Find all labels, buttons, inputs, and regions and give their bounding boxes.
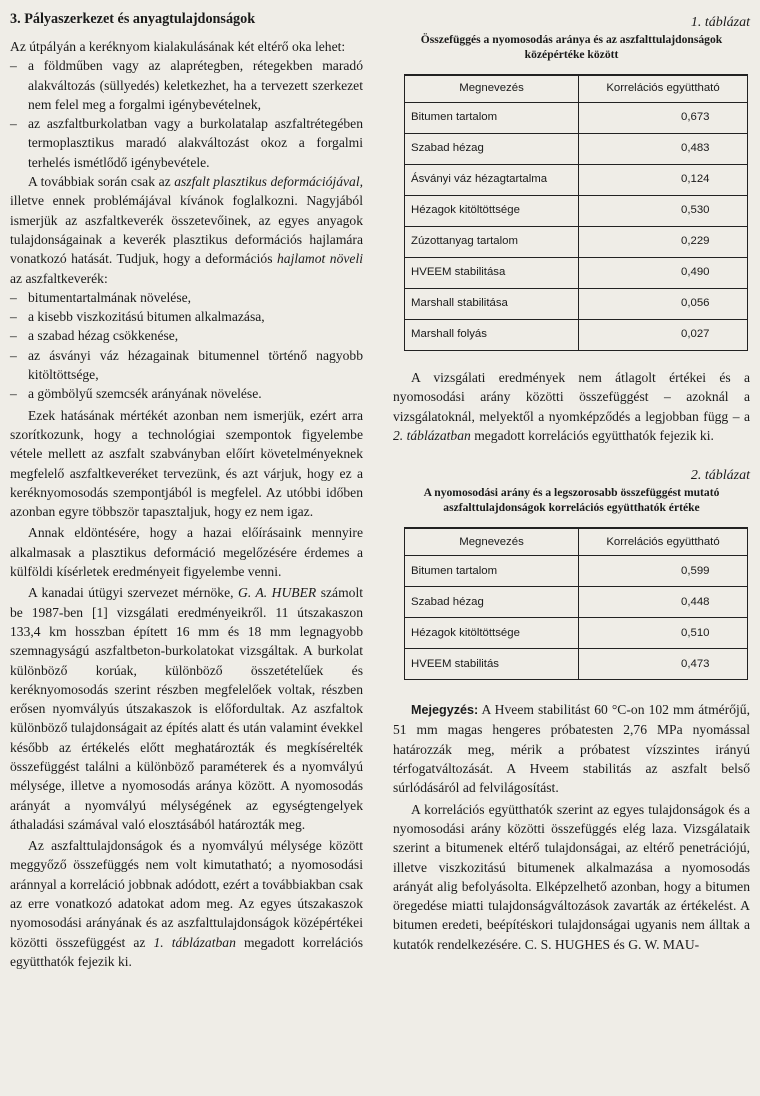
col-header-name: Megnevezés — [405, 528, 579, 556]
row-value: 0,673 — [579, 103, 748, 134]
table-row — [405, 165, 748, 196]
huber-paragraph: A kanadai útügyi szervezet mérnöke, G. A. HUBER számolt be 1987-ben [1] vizsgálati eredményeikről. 11 útszakaszon 133,4 km hosszban épített 16 mm és 18 mm legnagyobb szemnagyságú aszfaltbeton-burkolatokat vizsgáltak. A burkolat különböző korúak, különböző összetételűek és keréknyomosodás szerint részben megfelelőek voltak, részben erősen nyomvályús útszakaszok is előfordultak. Az aszfaltok különböző tulajdonságait az építés alatt és után valamint évekkel később az értékelés előtt meghatározták és megkísérelték összefüggést találni a különböző paraméterek és a nyomvályú mélysége, illetve a nyomosodás aránya között. A nyomosodás arányát a nyomvályú mélységének az egységtengelyek áthaladási számával való elosztásából határozták meg. — [10, 585, 364, 832]
row-name: Bitumen tartalom — [405, 103, 579, 134]
factor-item: – a kisebb viszkozitású bitumen alkalmazása, — [10, 307, 363, 326]
row-name: Bitumen tartalom — [405, 556, 579, 587]
row-value: 0,448 — [579, 587, 748, 618]
row-name: HVEEM stabilitás — [405, 649, 579, 680]
row-name: Ásványi váz hézagtartalma — [405, 165, 579, 196]
factor-item: – bitumentartalmának növelése, — [10, 288, 363, 307]
table-row — [405, 320, 748, 351]
table-row — [405, 258, 748, 289]
row-name: Marshall stabilitása — [405, 289, 579, 320]
table-row — [405, 587, 748, 618]
correlation-paragraph: Az aszfalttulajdonságok és a nyomvályú mélysége között meggyőző összefüggés nem volt kimutatható; a nyomosodási aránnyal a korreláció jobbnak adódott, ezért a továbbiakban csak az erre vonatkozó adatokat adom meg. Az egyes útszakaszok nyomosodási arányának és az aszfalttulajdonságok középértékei közötti összefüggést az 1. táblázatban megadott korrelációs együtthatók fejezik ki. — [10, 838, 363, 969]
conclusion-paragraph: A korrelációs együtthatók szerint az egyes tulajdonságok és a nyomosodási arány közötti összefüggés elég laza. Vizsgálataik szerint a bitumenek eltérő tulajdonságai, az eltérő penetrációjú, illetve viszkozitású bitumenek alkalmazása a nyomosodás arányát alig befolyásolta. Elképzelhető azonban, hogy a bitumen öregedése miatti tulajdonságváltozások zavarták az értékelést. A bitumen eredeti, beépítéskori tulajdonságai ugyanis nem álltak a kutatók rendelkezésére. C. S. HUGHES és G. W. MAU- — [393, 801, 750, 952]
table-row — [405, 227, 748, 258]
cause-item: – a földműben vagy az alaprétegben, rétegekben maradó alakváltozás (süllyedés) keletkezhet, ha a tervezett szerkezet nem felel meg a forgalmi igénybevételnek, — [10, 56, 363, 114]
row-value: 0,599 — [579, 556, 748, 587]
cause-item: – az aszfaltburkolatban vagy a burkolatalap aszfaltrétegében termoplasztikus maradó alakváltozást okoz a forgalmi terhelés ismétlődő igénybevétele. — [10, 114, 363, 172]
effects-paragraph: Ezek hatásának mértékét azonban nem ismerjük, ezért arra szorítkozunk, hogy a technológiai szempontok figyelembe vétele mellett az aszfalt szabványban előírt követelményeknek megfelelő aszfaltkeveréket tervezünk, és azt várjuk, hogy ez a keréknyomosodás szempontjából is megfelel. Az utóbbi időben azonban egyre többször tapasztaljuk, hogy ez nem igaz. — [10, 407, 363, 520]
factor-item: – az ásványi váz hézagainak bitumennel történő nagyobb kitöltöttsége, — [10, 346, 363, 385]
row-value: 0,229 — [579, 227, 748, 258]
table2-label: 2. táblázat — [690, 468, 750, 484]
row-name: HVEEM stabilitása — [405, 258, 579, 289]
row-value: 0,490 — [579, 258, 748, 289]
table-row — [405, 103, 748, 134]
row-value: 0,483 — [579, 134, 748, 165]
section-heading: 3. Pályaszerkezet és anyagtulajdonságok — [10, 11, 256, 27]
row-value: 0,510 — [579, 618, 748, 649]
table-row — [405, 556, 748, 587]
table-row — [405, 289, 748, 320]
row-value: 0,473 — [579, 649, 748, 680]
deformation-paragraph: A továbbiak során csak az aszfalt plasztikus deformációjával, illetve ennek problémájával kívánok foglalkozni. Nagyjából ismerjük az aszfaltkeverék összetevőinek, az egyes anyagok tulajdonságainak a keverék plasztikus deformációs hajlamára vonatkozó hatását. Tudjuk, hogy a deformációs hajlamot növeli az aszfaltkeverék: — [10, 174, 363, 286]
table-header-row — [405, 75, 748, 103]
col-header-value: Korrelációs együttható — [579, 75, 748, 103]
row-name: Zúzottanyag tartalom — [405, 227, 579, 258]
right-column — [393, 10, 750, 954]
row-name: Hézagok kitöltöttsége — [405, 196, 579, 227]
table2-intro-paragraph: A vizsgálati eredmények nem átlagolt értékei és a nyomosodási arány közötti összefüggést – azoknál a vizsgálatoknál, melyektől a nyomképződés a legjobban függ – a 2. táblázatban megadott korrelációs együtthatók fejezik ki. — [393, 370, 750, 443]
col-header-value: Korrelációs együttható — [579, 528, 748, 556]
factors-list — [10, 288, 363, 404]
table-row — [405, 196, 748, 227]
left-column — [10, 10, 363, 971]
row-name: Marshall folyás — [405, 320, 579, 351]
table-row — [405, 649, 748, 680]
table2-caption: A nyomosodási arány és a legszorosabb összefüggést mutató aszfalttulajdonságok korrelációs együtthatók értéke — [423, 486, 720, 515]
foreign-experiments-paragraph: Annak eldöntésére, hogy a hazai előírásaink mennyire alkalmasak a plasztikus deformáció megelőzésére érdemes a külföldi kísérletek eredményeit figyelembe venni. — [10, 525, 363, 580]
table-row — [405, 134, 748, 165]
col-header-name: Megnevezés — [405, 75, 579, 103]
row-name: Szabad hézag — [405, 587, 579, 618]
table1 — [404, 74, 748, 351]
table-header-row — [405, 528, 748, 556]
table2 — [404, 527, 748, 680]
intro-paragraph: Az útpályán a keréknyom kialakulásának két eltérő oka lehet: — [10, 39, 346, 54]
table-row — [405, 618, 748, 649]
table1-label: 1. táblázat — [690, 15, 750, 30]
causes-list — [10, 56, 363, 172]
note-paragraph: Mejegyzés: A Hveem stabilitást 60 °C-on 102 mm átmérőjű, 51 mm magas hengeres próbatesten 2,76 MPa nyomással határozzák meg, mérik a próbatest vízszintes irányú térfogatváltozását. A Hveem stabilitás az aszfalt belső súrlódásáról ad felvilágosítást. — [393, 702, 750, 796]
row-name: Hézagok kitöltöttsége — [405, 618, 579, 649]
row-name: Szabad hézag — [405, 134, 579, 165]
factor-item: – a gömbölyű szemcsék arányának növelése. — [10, 384, 363, 403]
row-value: 0,056 — [579, 289, 748, 320]
table1-caption: Összefüggés a nyomosodás aránya és az aszfalttulajdonságok középértéke között — [420, 33, 723, 61]
factor-item: – a szabad hézag csökkenése, — [10, 326, 363, 345]
row-value: 0,530 — [579, 196, 748, 227]
row-value: 0,124 — [579, 165, 748, 196]
row-value: 0,027 — [579, 320, 748, 351]
